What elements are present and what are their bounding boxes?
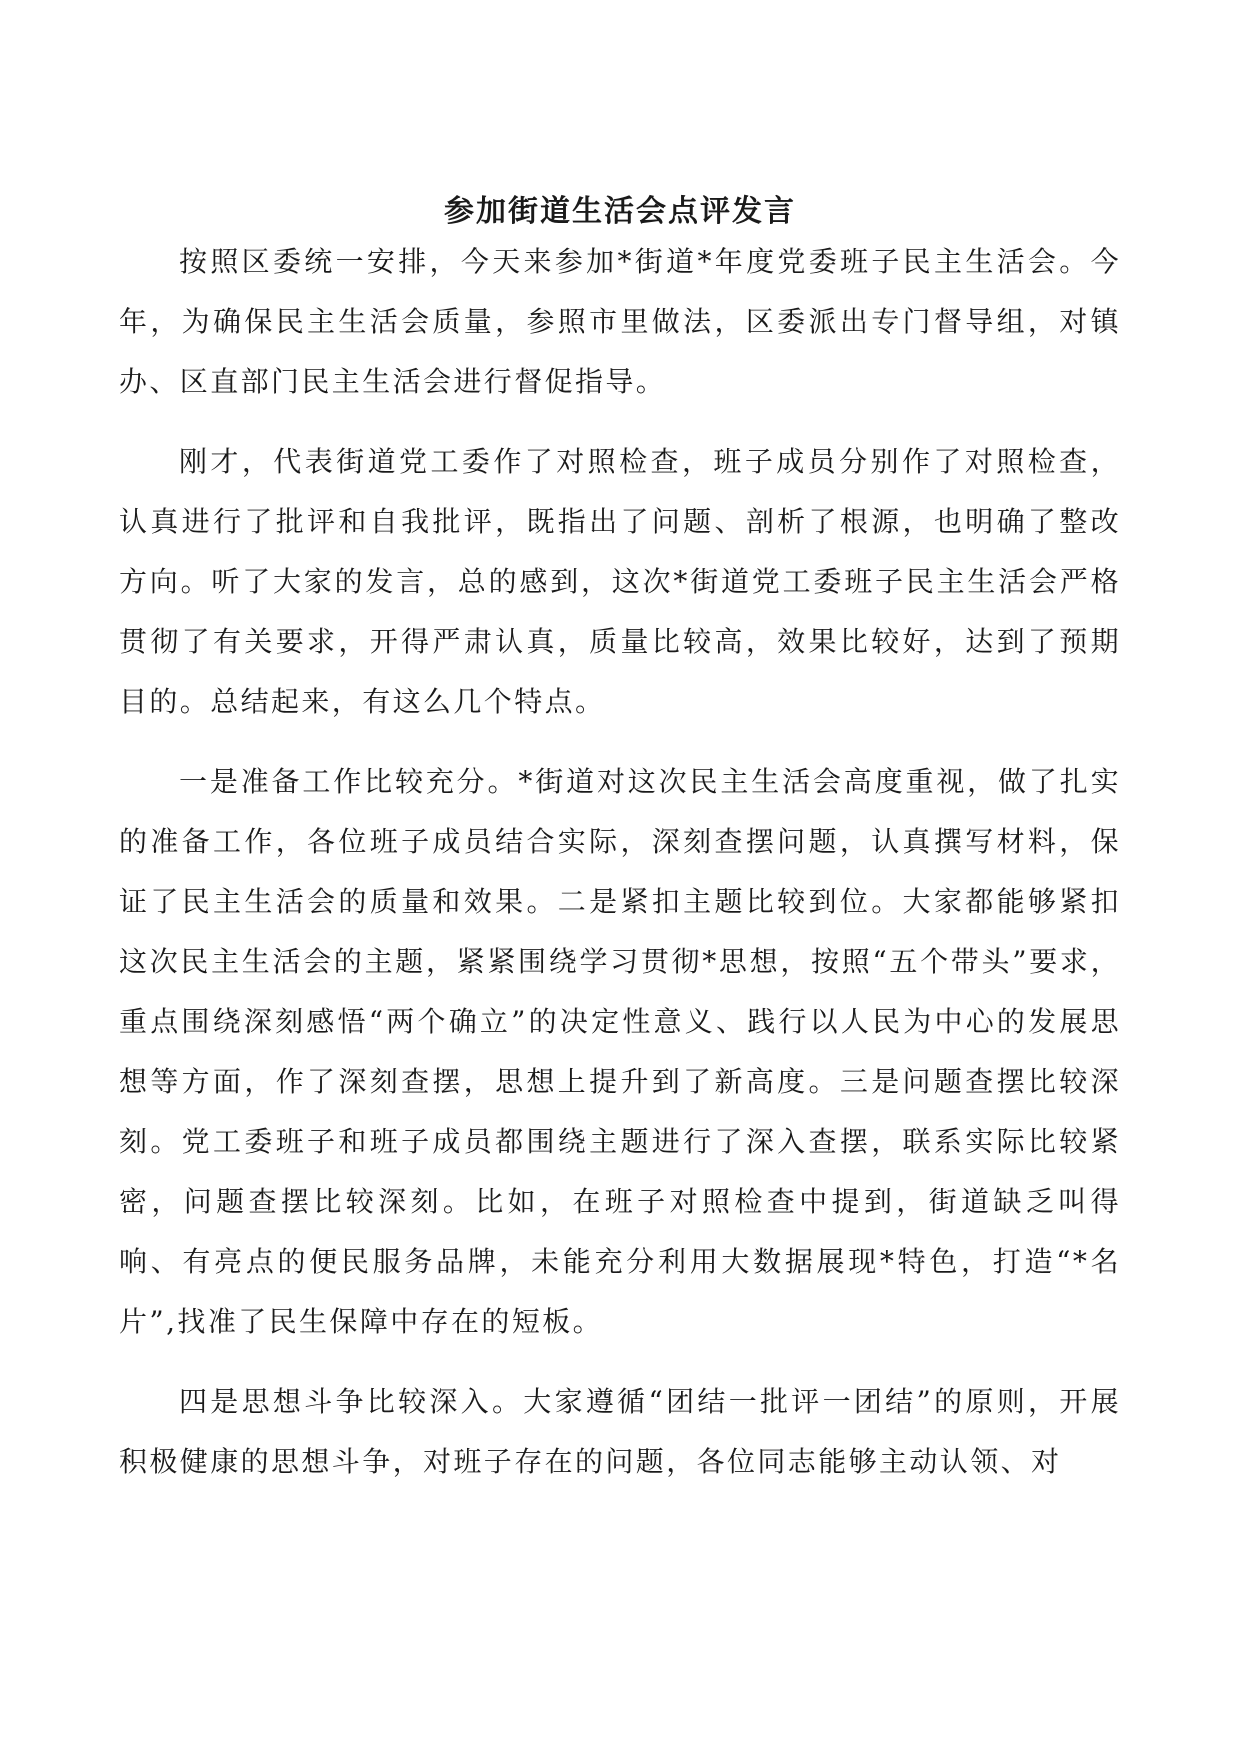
- paragraph-struggle: 四是思想斗争比较深入。大家遵循“团结一批评一团结”的原则，开展积极健康的思想斗争，对班子存在的问题，各位同志能够主动认领、对: [119, 1385, 1121, 1478]
- document-title: 参加街道生活会点评发言: [444, 194, 796, 230]
- paragraph-features: 一是准备工作比较充分。*街道对这次民主生活会高度重视，做了扎实的准备工作，各位班子成员结合实际，深刻查摆问题，认真撰写材料，保证了民主生活会的质量和效果。二是紧扣主题比较到位。大家都能够紧扣这次民主生活会的主题，紧紧围绕学习贯彻*思想，按照“五个带头”要求，重点围绕深刻感悟“两个确立”的决定性意义、践行以人民为中心的发展思想等方面，作了深刻查摆，思想上提升到了新高度。三是问题查摆比较深刻。党工委班子和班子成员都围绕主题进行了深入查摆，联系实际比较紧密，问题查摆比较深刻。比如，在班子对照检查中提到，街道缺乏叫得响、有亮点的便民服务品牌，未能充分利用大数据展现*特色，打造“*名片”,找准了民生保障中存在的短板。: [119, 765, 1121, 1338]
- document-body: [119, 232, 1121, 1492]
- paragraph-intro: 按照区委统一安排，今天来参加*街道*年度党委班子民主生活会。今年，为确保民主生活会质量，参照市里做法，区委派出专门督导组，对镇办、区直部门民主生活会进行督促指导。: [119, 245, 1121, 398]
- paragraph-overview: 刚才，代表街道党工委作了对照检查，班子成员分别作了对照检查，认真进行了批评和自我批评，既指出了问题、剖析了根源，也明确了整改方向。听了大家的发言，总的感到，这次*街道党工委班子民主生活会严格贯彻了有关要求，开得严肃认真，质量比较高，效果比较好，达到了预期目的。总结起来，有这么几个特点。: [119, 445, 1121, 718]
